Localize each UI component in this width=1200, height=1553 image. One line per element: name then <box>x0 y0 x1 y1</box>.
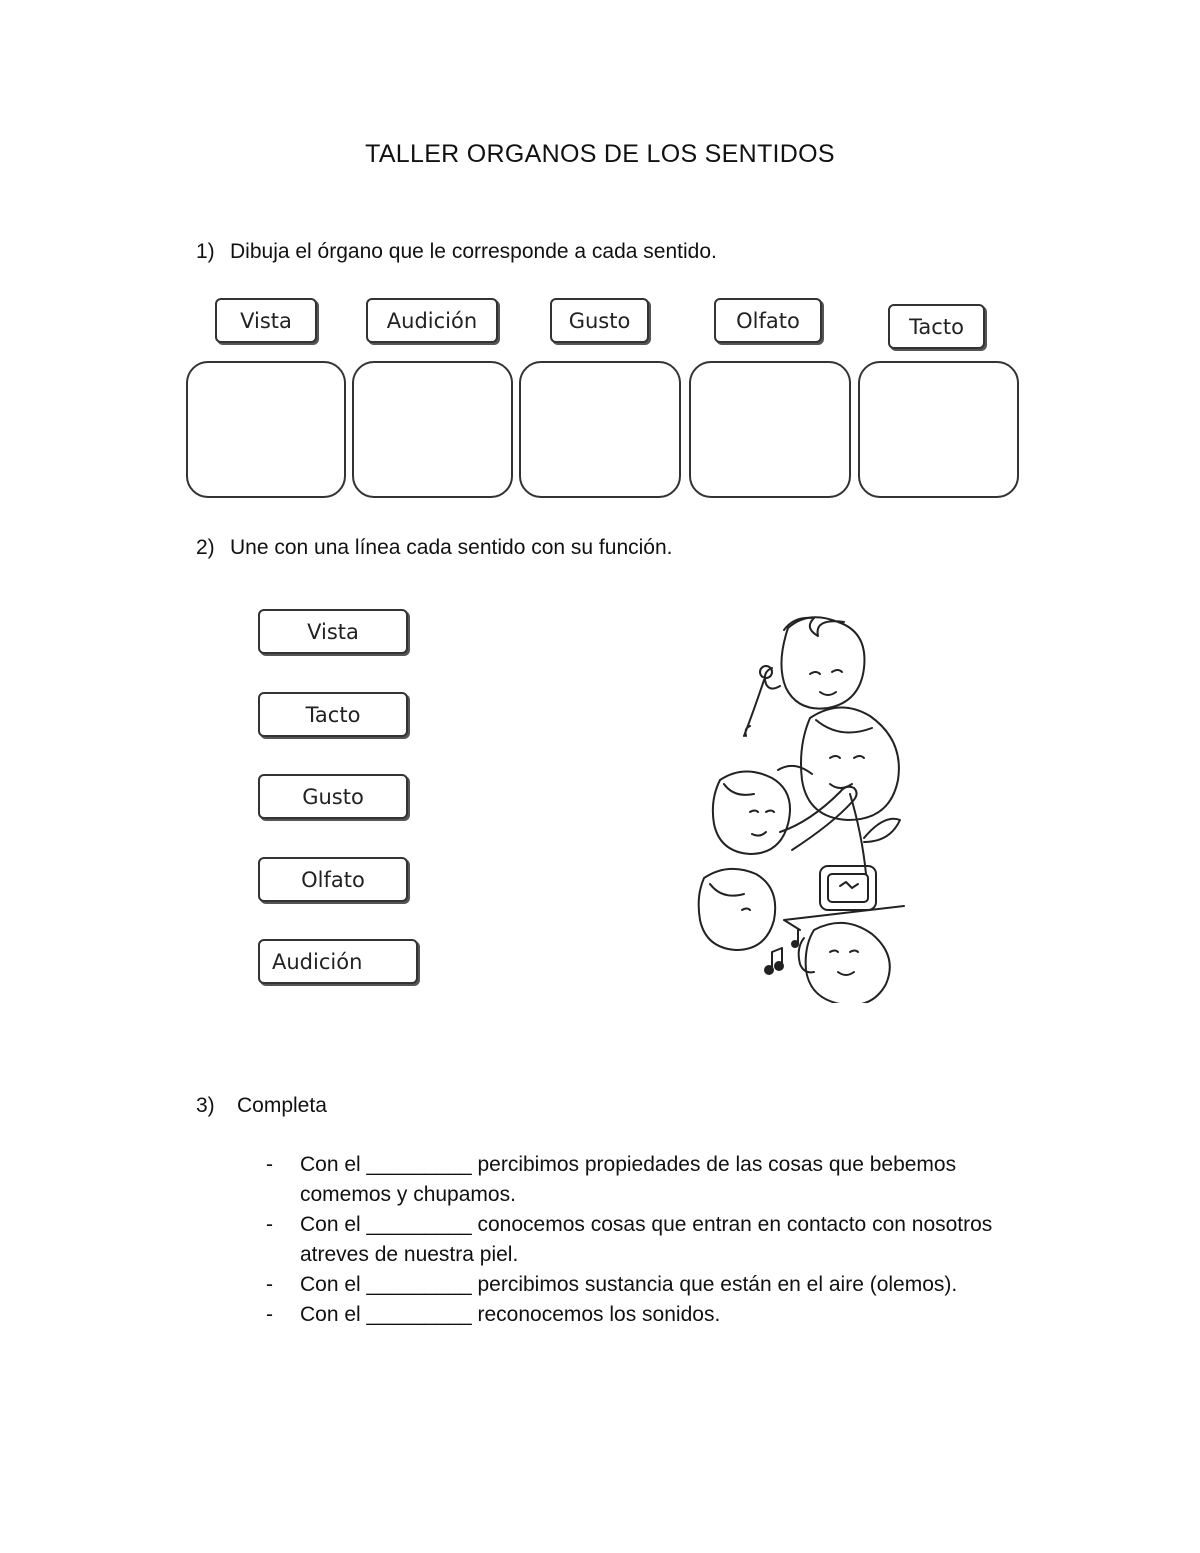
drawing-box-gusto[interactable] <box>519 361 681 498</box>
question-1-number: 1) <box>196 240 215 263</box>
question-2 <box>196 536 672 560</box>
question-1 <box>196 240 717 264</box>
q2-label-gusto: Gusto <box>258 774 408 819</box>
q1-label-vista: Vista <box>215 298 317 343</box>
drawing-box-tacto[interactable] <box>858 361 1019 498</box>
question-2-text: Une con una línea cada sentido con su función. <box>230 536 673 559</box>
list-item <box>262 1270 1022 1300</box>
question-3-number: 3) <box>196 1094 215 1117</box>
q1-label-olfato: Olfato <box>714 298 822 343</box>
q1-label-audicion: Audición <box>366 298 498 343</box>
list-item <box>262 1210 1022 1270</box>
q2-label-olfato: Olfato <box>258 857 408 902</box>
list-item <box>262 1300 1022 1330</box>
q1-label-tacto: Tacto <box>888 304 985 349</box>
list-item <box>262 1150 1022 1210</box>
question-3-text: Completa <box>237 1094 327 1117</box>
bullet-dash: - <box>266 1213 273 1236</box>
list-item-text: Con el _________ percibimos propiedades de las cosas que bebemos comemos y chupamos. <box>300 1153 957 1206</box>
question-1-text: Dibuja el órgano que le corresponde a cada sentido. <box>230 240 717 263</box>
list-item-text: Con el _________ reconocemos los sonidos. <box>300 1303 721 1326</box>
bullet-dash: - <box>266 1273 273 1296</box>
q2-label-tacto: Tacto <box>258 692 408 737</box>
page-title: TALLER ORGANOS DE LOS SENTIDOS <box>365 140 835 168</box>
q2-label-vista: Vista <box>258 609 408 654</box>
bullet-dash: - <box>266 1303 273 1326</box>
list-item-text: Con el _________ percibimos sustancia que están en el aire (olemos). <box>300 1273 958 1296</box>
question-3 <box>196 1094 327 1118</box>
children-senses-illustration <box>680 608 912 1003</box>
drawing-box-vista[interactable] <box>186 361 346 498</box>
drawing-box-olfato[interactable] <box>689 361 851 498</box>
q2-label-audicion: Audición <box>258 939 418 984</box>
bullet-dash: - <box>266 1153 273 1176</box>
q1-label-gusto: Gusto <box>550 298 649 343</box>
drawing-box-audicion[interactable] <box>352 361 513 498</box>
question-2-number: 2) <box>196 536 215 559</box>
completion-list <box>262 1150 1022 1330</box>
list-item-text: Con el _________ conocemos cosas que entran en contacto con nosotros atreves de nuestra piel. <box>300 1213 993 1266</box>
